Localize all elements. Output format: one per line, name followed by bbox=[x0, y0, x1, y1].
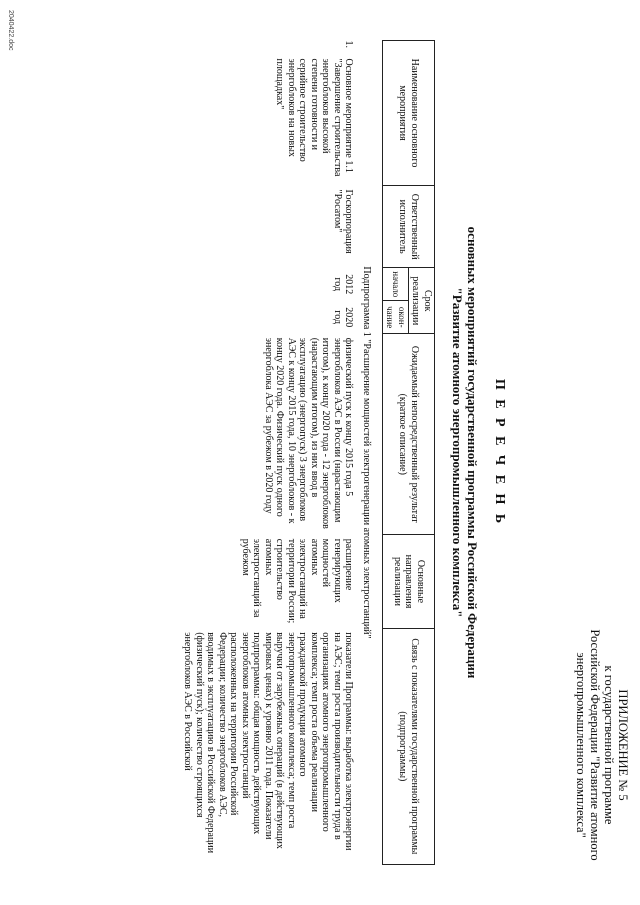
appendix-text: к государственной программе bbox=[602, 665, 616, 825]
header-result: Ожидаемый непосредственный результат (краткое описание) bbox=[383, 334, 435, 535]
appendix-block bbox=[574, 595, 630, 895]
row-link: показатели Программы: выработка электроэнергии на АЭС; темп роста производительности труда в организациях атомного энергопромышленного комплекса; темп роста объема реализации гражданской продукции атомного энергопромышленного комплекса; темп роста выручки от зарубежных операций (в действующих мировых ценах) к уровню 2011 года. Показатели подпрограммы: общая мощность действующих энергоблоков атомных электростанций расположенных на территории Российской Федерации; количество энергоблоков АЭС, вводимых в эксплуатацию в Российской Федерации (физический пуск); количество строящихся энергоблоков АЭС в Российской bbox=[182, 632, 355, 854]
header-link: Связь с показателями государственной программы (подпрограммы) bbox=[383, 628, 435, 864]
header-start: начало bbox=[383, 268, 409, 301]
row-number: 1. bbox=[343, 40, 355, 48]
header-period: Срок реализации bbox=[409, 268, 435, 334]
row-result: физический пуск к концу 2015 года 5 энергоблоков АЭС в России (нарастающим итогом), к концу 2020 года - 12 энергоблоков (нарастающим итогом), из них ввод в эксплуатацию (энергопуск) 3 энергоблоков АЭС к концу 2015 года, 10 энергоблоков - к концу 2020 года. Физический пуск одного энергоблока АЭС за рубежом в 2020 году bbox=[263, 337, 355, 529]
subprogram-title: Подпрограмма 1 "Расширение мощностей электрогенерации атомных электростанций" bbox=[361, 266, 372, 639]
subprogram-row bbox=[357, 41, 383, 865]
header-name: Наименование основного мероприятия bbox=[383, 41, 435, 186]
subtitle-line: "Развитие атомного энергопромышленного комплекса" bbox=[450, 287, 465, 618]
appendix-label: ПРИЛОЖЕНИЕ № 5 bbox=[616, 689, 630, 801]
measures-table bbox=[180, 40, 435, 865]
row-name: Основное мероприятие 1.1 "Завершение строительства энергоблоков высокой степени готовности и серийное строительство энергоблоков на новых площадках" bbox=[274, 58, 355, 177]
page-subtitle bbox=[450, 40, 480, 865]
table-row bbox=[180, 41, 357, 865]
row-name-cell bbox=[180, 41, 357, 186]
appendix-text: Российской Федерации "Развитие атомного bbox=[588, 629, 602, 861]
row-executor: Госкорпорация "Росатом" bbox=[332, 189, 355, 254]
header-directions: Основные направления реализации bbox=[383, 535, 435, 628]
file-stamp: 2040422.doc bbox=[7, 10, 14, 51]
header-executor: Ответственный исполнитель bbox=[383, 186, 435, 268]
row-directions: расширение генерирующих мощностей атомных электростанций на территории России; строительство атомных электростанций за рубежом bbox=[240, 538, 355, 624]
row-end: 2020 год bbox=[332, 307, 355, 328]
page-title: П Е Р Е Ч Е Н Ь bbox=[492, 378, 507, 527]
row-start: 2012 год bbox=[332, 274, 355, 295]
header-end: окон- чание bbox=[383, 301, 409, 334]
subtitle-line: основных мероприятий государственной программы Российской Федерации bbox=[465, 226, 480, 679]
header-row bbox=[409, 41, 435, 865]
appendix-text: энергопромышленного комплекса" bbox=[574, 652, 588, 838]
